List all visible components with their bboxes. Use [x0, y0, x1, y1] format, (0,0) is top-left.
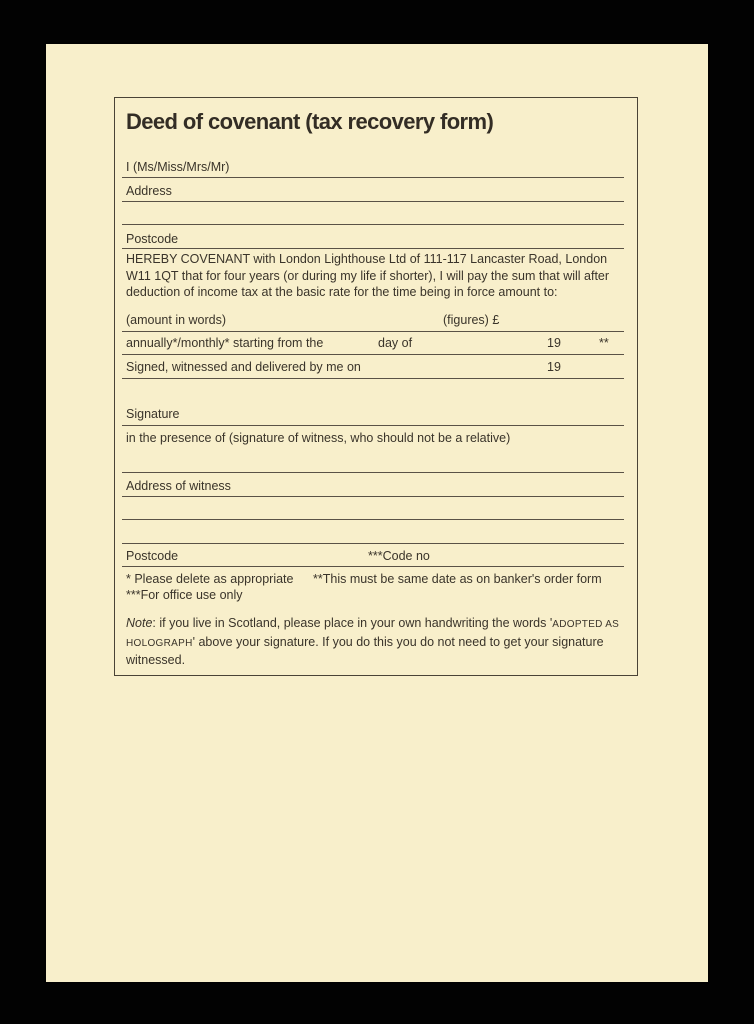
witness-address-line-1: [122, 496, 624, 497]
witness-postcode-line: [122, 566, 624, 567]
day-of-label: day of: [378, 336, 413, 350]
frequency-line: [122, 354, 624, 355]
year-prefix-start: 19: [547, 336, 561, 350]
scotland-note: [126, 615, 626, 669]
witness-presence-label: in the presence of (signature of witness, who should not be a relative): [126, 431, 511, 445]
amount-words-label: (amount in words): [126, 313, 227, 327]
address-line-1: [122, 201, 624, 202]
amount-line: [122, 331, 624, 332]
code-no-label: ***Code no: [368, 549, 430, 563]
postcode-line: [122, 248, 624, 249]
witness-address-line-3: [122, 543, 624, 544]
note-text-1: : if you live in Scotland, please place in your own handwriting the words ': [152, 616, 553, 630]
note-adopted-as-holograph: ADOPTED AS HOLOGRAPH: [126, 619, 620, 649]
paper-sheet: [46, 44, 708, 982]
witness-address-label: Address of witness: [126, 479, 231, 493]
form-title: Deed of covenant (tax recovery form): [126, 109, 494, 134]
note-label: Note: [126, 616, 153, 630]
signature-line: [122, 425, 624, 426]
signed-line: [122, 378, 624, 379]
address-line-2: [122, 224, 624, 225]
witness-signature-line: [122, 472, 624, 473]
frequency-label: annually*/monthly* starting from the: [126, 336, 324, 350]
deed-of-covenant-form: [114, 97, 638, 676]
postcode-label: Postcode: [126, 232, 179, 246]
covenant-text: HEREBY COVENANT with London Lighthouse Ltd of 111-117 Lancaster Road, London W11 1QT that for four years (or during my life if shorter), I will pay the sum that will after deduction of income tax at the basic rate for the time being in force amount to:: [126, 252, 610, 299]
footnote-office-use: ***For office use only: [126, 588, 243, 602]
footnote-bankers-order: **This must be same date as on banker's order form: [313, 572, 602, 586]
note-text-2: ' above your signature. If you do this you do not need to get your signature witnessed.: [126, 634, 604, 667]
signature-label: Signature: [126, 407, 180, 421]
date-footnote-marker: **: [599, 336, 609, 350]
address-label: Address: [126, 184, 172, 198]
witness-address-line-2: [122, 519, 624, 520]
signed-label: Signed, witnessed and delivered by me on: [126, 360, 361, 374]
witness-postcode-label: Postcode: [126, 549, 179, 563]
figures-label: (figures) £: [443, 313, 500, 327]
name-label: I (Ms/Miss/Mrs/Mr): [126, 160, 230, 174]
year-prefix-signed: 19: [547, 360, 561, 374]
name-line: [122, 177, 624, 178]
footnote-delete: * Please delete as appropriate: [126, 572, 294, 586]
